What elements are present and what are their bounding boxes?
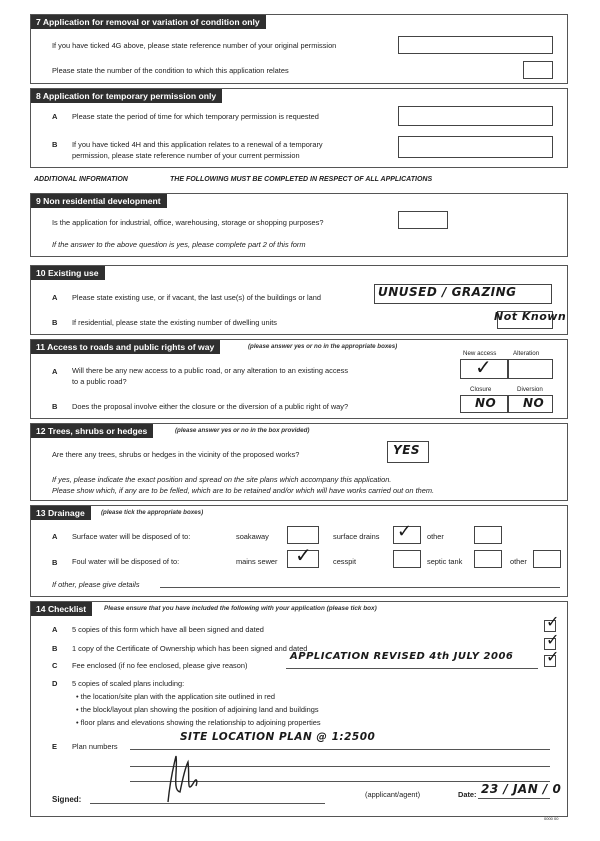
signed-label: Signed: [52,795,82,804]
s12-note-2: Please show which, if any are to be felled, which are to be retained and/or which will have works carried out on them. [52,486,435,495]
section-9-header: 9 Non residential development [31,194,167,208]
s14-c-text: Fee enclosed (if no fee enclosed, please give reason) [72,661,248,670]
s13-opt-mains-sewer: mains sewer [236,557,278,566]
s13-opt-septic-tank: septic tank [427,557,463,566]
s11-letter-a: A [52,367,58,376]
date-value: 23 / JAN / 0 [481,782,562,796]
s14-c-answer: APPLICATION REVISED 4th JULY 2006 [290,651,514,662]
s7-condition-field[interactable] [523,61,553,79]
signature-line[interactable] [90,803,325,804]
section-10-header: 10 Existing use [31,266,105,280]
s13-a-text: Surface water will be disposed of to: [72,532,191,541]
s14-d-bullet-1: • the location/site plan with the application site outlined in red [76,692,275,701]
s9-question: Is the application for industrial, office, warehousing, storage or shopping purposes? [52,218,324,227]
s13-subheader: (please tick the appropriate boxes) [101,509,204,516]
s8-a-text: Please state the period of time for which temporary permission is requested [72,112,319,121]
s9-answer-field[interactable] [398,211,448,229]
s13-other-note: If other, please give details [52,580,140,589]
s14-d-bullet-2-text: the block/layout plan showing the position of adjoining land and buildings [80,705,319,714]
s13-surface-drains-tick: ✓ [397,521,413,542]
additional-info-label: ADDITIONAL INFORMATION [34,176,128,183]
s13-opt-other-b: other [510,557,527,566]
s10-letter-b: B [52,318,58,327]
s10-existing-use-answer: UNUSED / GRAZING [378,285,517,299]
s11-letter-b: B [52,402,58,411]
s12-note-1: If yes, please indicate the exact position and spread on the site plans which accompany this application. [52,475,392,484]
s14-letter-a: A [52,625,58,634]
s13-letter-b: B [52,558,58,567]
s13-letter-a: A [52,532,58,541]
applicant-agent-label: (applicant/agent) [365,790,421,799]
s11-col-closure: Closure [470,386,492,393]
s13-opt-cesspit: cesspit [333,557,357,566]
s14-e-answer: SITE LOCATION PLAN @ 1:2500 [180,731,376,743]
s13-opt-other-a: other [427,532,444,541]
section-14-header: 14 Checklist [31,602,92,616]
s14-a-text: 5 copies of this form which have all been signed and dated [72,625,264,634]
s8-letter-b: B [52,140,58,149]
s14-e-plan-line-1[interactable] [130,749,550,750]
s12-subheader: (please answer yes or no in the box provided) [175,427,310,434]
s11-new-access-tick: ✓ [475,355,493,379]
s13-other-a-box[interactable] [474,526,502,544]
section-7-header: 7 Application for removal or variation of condition only [31,15,266,29]
section-13-header: 13 Drainage [31,506,91,520]
s14-a-tick: ✓ [546,612,560,631]
s14-d-text: 5 copies of scaled plans including: [72,679,185,688]
s13-other-details-line[interactable] [160,587,560,588]
s14-letter-d: D [52,679,58,688]
s12-answer: YES [393,443,421,457]
s10-dwelling-units-answer: Not Known [494,310,567,323]
s13-other-b-box[interactable] [533,550,561,568]
s11-subheader: (please answer yes or no in the appropriate boxes) [248,343,398,350]
section-12-header: 12 Trees, shrubs or hedges [31,424,153,438]
s14-d-bullet-3: • floor plans and elevations showing the relationship to adjoining properties [76,718,321,727]
s12-question: Are there any trees, shrubs or hedges in the vicinity of the proposed works? [52,450,300,459]
s14-b-text: 1 copy of the Certificate of Ownership which has been signed and dated [72,644,308,653]
s14-letter-e: E [52,742,58,751]
section-11-header: 11 Access to roads and public rights of way [31,340,220,354]
s14-subheader: Please ensure that you have included the following with your application (please tick box) [104,605,377,612]
s13-mains-sewer-tick: ✓ [295,543,313,567]
s13-soakaway-box[interactable] [287,526,319,544]
s11-col-new-access: New access [463,350,497,357]
s7-question-1: If you have ticked 4G above, please state reference number of your original permission [52,41,337,50]
s14-b-tick: ✓ [546,630,560,649]
s14-letter-b: B [52,644,58,653]
s11-closure-answer: NO [475,396,497,410]
s14-d-bullet-3-text: floor plans and elevations showing the relationship to adjoining properties [80,718,321,727]
s10-a-text: Please state existing use, or if vacant, the last use(s) of the buildings or land [72,293,321,302]
date-line[interactable] [478,798,550,799]
s13-septic-tank-box[interactable] [474,550,502,568]
signature-mark [160,752,200,807]
s14-c-reason-line[interactable] [286,668,538,669]
s13-opt-soakaway: soakaway [236,532,269,541]
form-reference: 0000 00 [544,816,559,821]
s11-alteration-box[interactable] [508,359,553,379]
s10-b-text: If residential, please state the existing number of dwelling units [72,318,278,327]
s13-b-text: Foul water will be disposed of to: [72,557,180,566]
s11-col-diversion: Diversion [517,386,543,393]
s14-d-bullet-1-text: the location/site plan with the application site outlined in red [80,692,275,701]
additional-info-note: THE FOLLOWING MUST BE COMPLETED IN RESPECT OF ALL APPLICATIONS [170,176,433,183]
s11-a-text-2: to a public road? [72,377,127,386]
s8-period-field[interactable] [398,106,553,126]
s13-cesspit-box[interactable] [393,550,421,568]
s11-diversion-answer: NO [523,396,545,410]
s14-c-tick: ✓ [546,647,560,666]
s10-letter-a: A [52,293,58,302]
s11-col-alteration: Alteration [513,350,540,357]
s14-e-text: Plan numbers [72,742,118,751]
s7-question-2: Please state the number of the condition to which this application relates [52,66,289,75]
date-label: Date: [458,790,477,799]
s11-a-text-1: Will there be any new access to a public road, or any alteration to an existing access [72,366,349,375]
section-8-header: 8 Application for temporary permission only [31,89,222,103]
s8-b-text-2: permission, please state reference number of your current permission [72,151,300,160]
s11-b-text: Does the proposal involve either the closure or the diversion of a public right of way? [72,402,349,411]
s14-d-bullet-2: • the block/layout plan showing the position of adjoining land and buildings [76,705,319,714]
s8-b-text-1: If you have ticked 4H and this application relates to a renewal of a temporary [72,140,323,149]
s14-letter-c: C [52,661,58,670]
s9-note: If the answer to the above question is yes, please complete part 2 of this form [52,240,306,249]
s8-reference-field[interactable] [398,136,553,158]
s7-reference-field[interactable] [398,36,553,54]
s8-letter-a: A [52,112,58,121]
s13-opt-surface-drains: surface drains [333,532,380,541]
